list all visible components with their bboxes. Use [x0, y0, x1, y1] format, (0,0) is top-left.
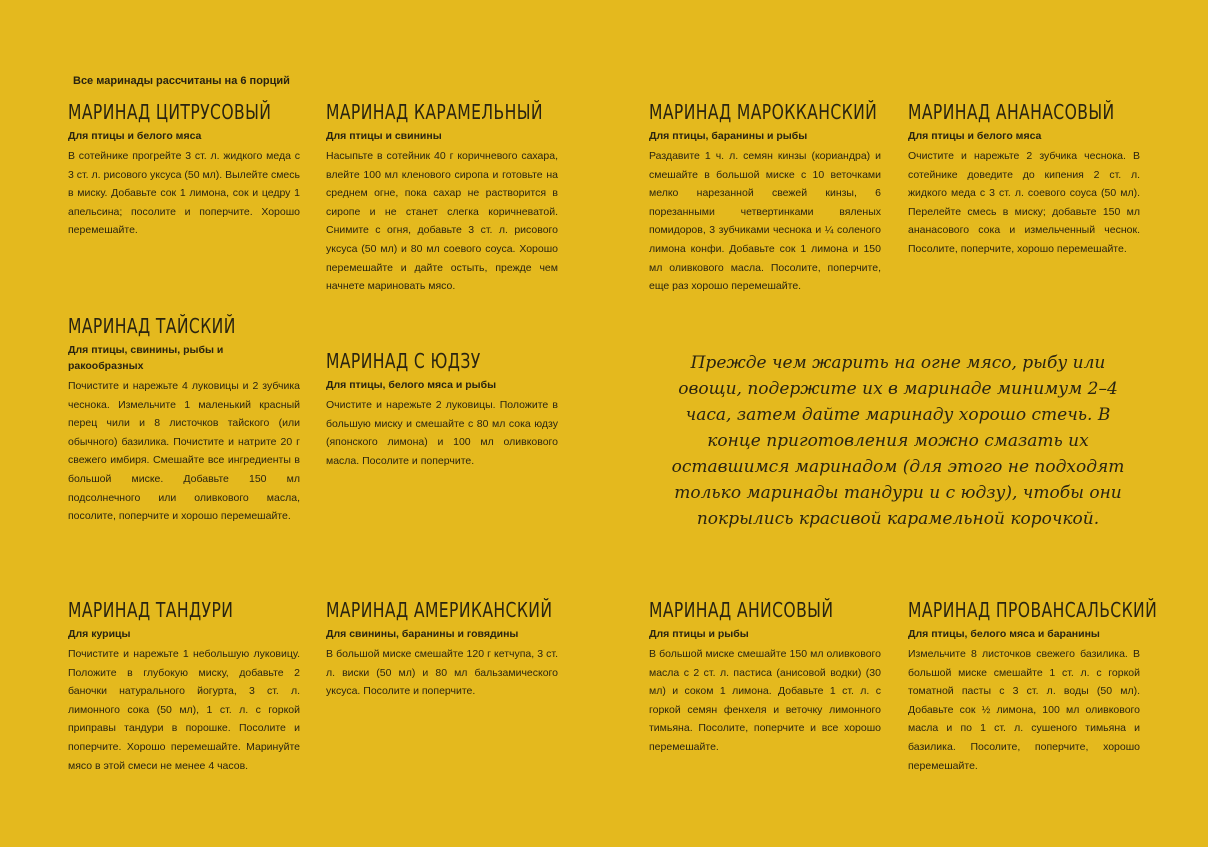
recipe-subtitle: Для птицы, свинины, рыбы и ракообразных — [68, 344, 224, 372]
recipe-subtitle: Для птицы, белого мяса и рыбы — [326, 379, 497, 391]
recipe-body: В сотейнике прогрейте 3 ст. л. жидкого меда с 3 ст. л. рисового уксуса (50 мл). Вылейте смесь в миску. Добавьте сок 1 лимона, сок и цедру 1 апельсина; посолите и поперчите. Хорошо перемешайте. — [68, 150, 300, 237]
recipe-subtitle: Для птицы и рыбы — [649, 628, 749, 640]
recipe-subtitle: Для курицы — [68, 628, 131, 640]
recipe-body: Раздавите 1 ч. л. семян кинзы (кориандра) и смешайте в большой миске с 10 веточками мелко нарезанной свежей кинзы, 6 порезанными четвертинками вяленых помидоров, 3 зубчиками чеснока и ¼ соленого лимона конфи. Добавьте сок 1 лимона и 150 мл оливкового масла. Посолите, поперчите, еще раз хорошо перемешайте. — [649, 150, 881, 293]
recipe-subtitle: Для птицы, белого мяса и баранины — [908, 628, 1100, 640]
recipe-title: МАРИНАД АМЕРИКАНСКИЙ — [326, 598, 553, 622]
recipe-moroccan — [649, 100, 881, 296]
recipe-title: МАРИНАД ПРОВАНСАЛЬСКИЙ — [908, 598, 1158, 622]
recipe-body: Насыпьте в сотейник 40 г коричневого сахара, влейте 100 мл кленового сиропа и готовьте на среднем огне, пока сахар не растворится в сиропе и не станет слегка коричневатой. Снимите с огня, добавьте 3 ст. л. рисового уксуса (50 мл) и 80 мл соевого соуса. Хорошо перемешайте и дайте остыть, прежде чем начнете мариновать мясо. — [326, 150, 558, 293]
recipe-subtitle: Для птицы и белого мяса — [68, 130, 202, 142]
recipe-yuzu — [326, 349, 558, 470]
portions-note: Все маринады рассчитаны на 6 порций — [73, 75, 290, 87]
recipe-thai — [68, 314, 300, 526]
recipe-title: МАРИНАД АНАНАСОВЫЙ — [908, 100, 1115, 124]
recipe-title: МАРИНАД КАРАМЕЛЬНЫЙ — [326, 100, 543, 124]
recipe-body: Почистите и нарежьте 4 луковицы и 2 зубчика чеснока. Измельчите 1 маленький красный перец чили и 8 листочков тайского (или обычного) базилика. Почистите и натрите 20 г свежего имбиря. Смешайте все ингредиенты в большой миске. Добавьте 150 мл подсолнечного или оливкового масла, посолите, поперчите и хорошо перемешайте. — [68, 380, 300, 523]
recipe-pineapple — [908, 100, 1140, 259]
recipe-anise — [649, 598, 881, 757]
recipe-body: В большой миске смешайте 150 мл оливкового масла с 2 ст. л. пастиса (анисовой водки) (30 мл) и соком 1 лимона. Добавьте 1 ст. л. с горкой семян фенхеля и веточку лимонного тимьяна. Посолите, поперчите и все хорошо перемешайте. — [649, 648, 881, 753]
recipe-subtitle: Для птицы и свинины — [326, 130, 442, 142]
recipe-title: МАРИНАД АНИСОВЫЙ — [649, 598, 834, 622]
recipe-tandoori — [68, 598, 300, 775]
recipe-provencal — [908, 598, 1158, 775]
recipe-body: Почистите и нарежьте 1 небольшую луковицу. Положите в глубокую миску, добавьте 2 баночки натурального йогурта, 3 ст. л. лимонного сока (50 мл), 1 ст. л. с горкой приправы тандури в порошке. Посолите и поперчите. Хорошо перемешайте. Маринуйте мясо в этой смеси не менее 4 часов. — [68, 648, 300, 772]
recipe-body: Измельчите 8 листочков свежего базилика. В большой миске смешайте 1 ст. л. с горкой томатной пасты с 3 ст. л. воды (50 мл). Добавьте сок ½ лимона, 100 мл оливкового масла и по 1 ст. л. сушеного тимьяна и базилика. Посолите, поперчите, хорошо перемешайте. — [908, 648, 1140, 772]
recipe-body: Очистите и нарежьте 2 зубчика чеснока. В сотейнике доведите до кипения 2 ст. л. жидкого меда с 3 ст. л. соевого соуса (50 мл). Перелейте смесь в миску; добавьте 150 мл ананасового сока и измельченный чеснок. Посолите, поперчите, хорошо перемешайте. — [908, 150, 1140, 255]
recipe-title: МАРИНАД МАРОККАНСКИЙ — [649, 100, 878, 124]
recipe-body: Очистите и нарежьте 2 луковицы. Положите в большую миску и смешайте с 80 мл сока юдзу (японского лимона) и 100 мл оливкового масла. Посолите и поперчите. — [326, 399, 558, 467]
recipe-caramel — [326, 100, 558, 296]
marinade-tip-quote: Прежде чем жарить на огне мясо, рыбу или овощи, подержите их в маринаде минимум 2–4 часа, затем дайте маринаду хорошо стечь. В конце приготовления можно смазать их оставшимся маринадом (для этого не подходят только маринады тандури и с юдзу), чтобы они покрылись красивой карамельной корочкой. — [671, 353, 1125, 529]
recipe-american — [326, 598, 558, 701]
recipe-body: В большой миске смешайте 120 г кетчупа, 3 ст. л. виски (50 мл) и 80 мл бальзамического уксуса. Посолите и поперчите. — [326, 648, 558, 698]
recipe-subtitle: Для птицы, баранины и рыбы — [649, 130, 808, 142]
recipe-title: МАРИНАД С ЮДЗУ — [326, 349, 481, 373]
recipe-title: МАРИНАД ЦИТРУСОВЫЙ — [68, 100, 272, 124]
recipe-title: МАРИНАД ТАНДУРИ — [68, 598, 234, 622]
recipe-citrus — [68, 100, 300, 240]
recipe-subtitle: Для свинины, баранины и говядины — [326, 628, 519, 640]
recipe-subtitle: Для птицы и белого мяса — [908, 130, 1042, 142]
recipe-title: МАРИНАД ТАЙСКИЙ — [68, 314, 236, 338]
